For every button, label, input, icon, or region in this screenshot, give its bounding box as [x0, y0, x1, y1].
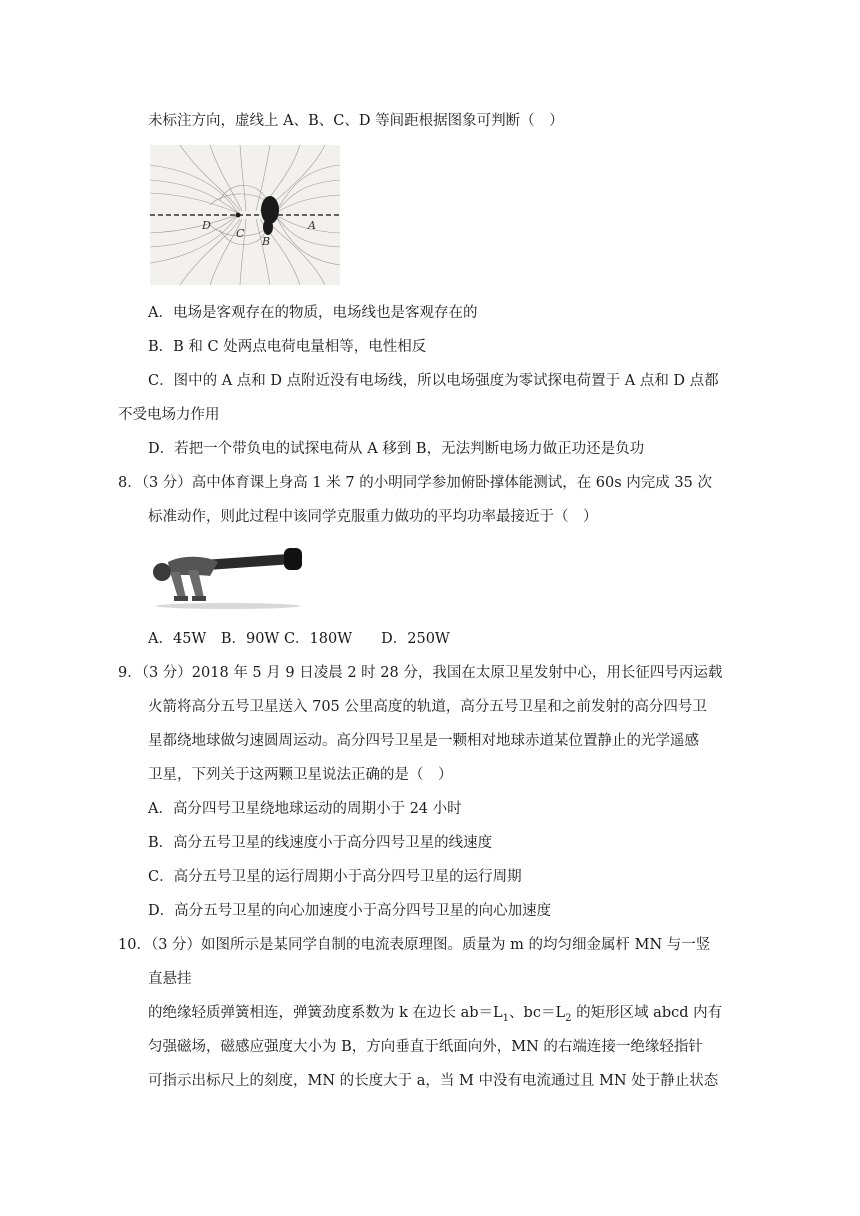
q10-stem-line-1: 10．（3 分）如图所示是某同学自制的电流表原理图。质量为 m 的均匀细金属杆 MN 与一竖 [118, 937, 711, 953]
label-D: D [202, 219, 211, 232]
q7-option-b: B．B 和 C 处两点电荷电量相等，电性相反 [148, 339, 427, 355]
q8-options: A．45W B．90W C．180W D．250W [148, 631, 450, 647]
q9-stem-line-2: 火箭将高分五号卫星送入 705 公里高度的轨道，高分五号卫星和之前发射的高分四号卫 [148, 699, 707, 715]
q7-stem: 未标注方向，虚线上 A、B、C、D 等间距根据图象可判断（ ） [148, 113, 564, 129]
q10-stem-line-3 [148, 1003, 722, 1029]
q7-option-a: A．电场是客观存在的物质，电场线也是客观存在的 [148, 305, 478, 321]
q10-line3-end: 的矩形区域 abcd 内有 [571, 1005, 723, 1021]
q9-option-d: D．高分五号卫星的向心加速度小于高分四号卫星的向心加速度 [148, 903, 552, 919]
q10-line3-sub1: 1 [502, 1012, 510, 1024]
q10-stem-line-4: 匀强磁场，磁感应强度大小为 B，方向垂直于纸面向外，MN 的右端连接一绝缘轻指针 [148, 1039, 703, 1055]
q10-line3-mid: 、bc＝L [509, 1005, 566, 1021]
q8-stem-line-1: 8．（3 分）高中体育课上身高 1 米 7 的小明同学参加俯卧撑体能测试，在 60s 内完成 35 次 [118, 475, 712, 491]
q7-option-c-cont: 不受电场力作用 [118, 407, 220, 423]
label-B: B [262, 235, 271, 248]
q10-line3-sub2: 2 [565, 1012, 572, 1024]
q7-option-d: D．若把一个带负电的试探电荷从 A 移到 B，无法判断电场力做正功还是负功 [148, 441, 645, 457]
q10-stem-line-5: 可指示出标尺上的刻度，MN 的长度大于 a，当 M 中没有电流通过且 MN 处于静止状态 [148, 1073, 719, 1089]
pushup-figure [148, 540, 308, 612]
q9-stem-line-1: 9．（3 分）2018 年 5 月 9 日凌晨 2 时 28 分，我国在太原卫星发射中心，用长征四号丙运载 [118, 665, 723, 681]
q9-stem-line-3: 星都绕地球做匀速圆周运动。高分四号卫星是一颗相对地球赤道某位置静止的光学遥感 [148, 733, 699, 749]
q9-option-a: A．高分四号卫星绕地球运动的周期小于 24 小时 [148, 801, 462, 817]
q7-option-c: C．图中的 A 点和 D 点附近没有电场线，所以电场强度为零试探电荷置于 A 点和 D 点都 [148, 373, 719, 389]
q10-stem-line-2: 直悬挂 [148, 971, 192, 987]
q9-stem-line-4: 卫星，下列关于这两颗卫星说法正确的是（ ） [148, 767, 453, 783]
q9-option-c: C．高分五号卫星的运行周期小于高分四号卫星的运行周期 [148, 869, 522, 885]
label-A: A [308, 219, 316, 232]
q8-stem-line-2: 标准动作，则此过程中该同学克服重力做功的平均功率最接近于（ ） [148, 509, 598, 525]
label-C: C [236, 227, 245, 240]
electric-field-figure [150, 145, 340, 285]
q10-line3-part1: 的绝缘轻质弹簧相连，弹簧劲度系数为 k 在边长 ab＝L [148, 1005, 503, 1021]
q9-option-b: B．高分五号卫星的线速度小于高分四号卫星的线速度 [148, 835, 493, 851]
